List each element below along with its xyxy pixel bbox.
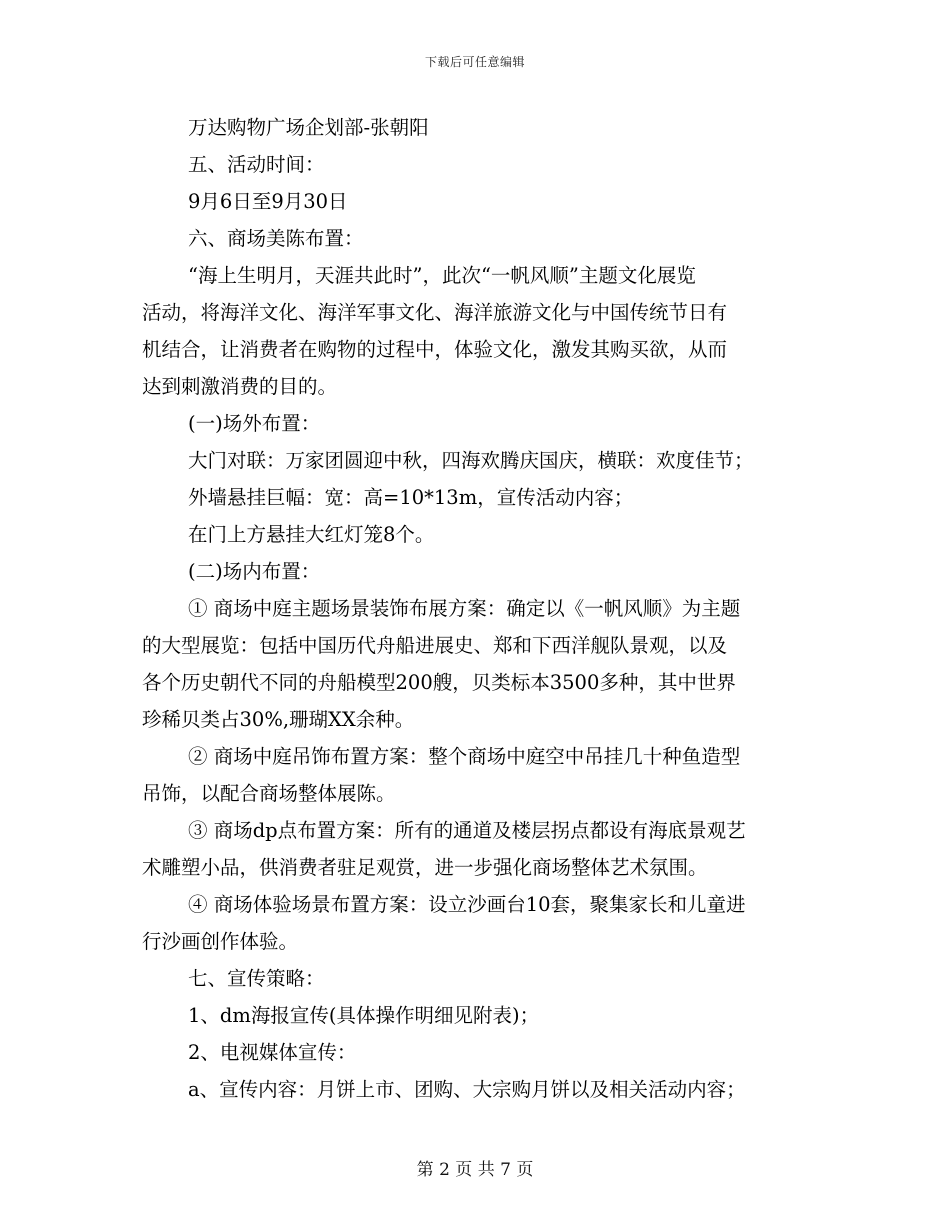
text-line: 五、活动时间： xyxy=(188,153,325,176)
text-line: 各个历史朝代不同的舟船模型200艘，贝类标本3500多种，其中世界 xyxy=(142,671,736,694)
text-line: a、宣传内容：月饼上市、团购、大宗购月饼以及相关活动内容； xyxy=(188,1078,746,1101)
text-line: 1、dm海报宣传(具体操作明细见附表)； xyxy=(188,1004,540,1027)
page-footer: 第 2 页 共 7 页 xyxy=(416,1160,534,1180)
text-line: 外墙悬挂巨幅：宽：高=10*13m，宣传活动内容； xyxy=(188,486,634,509)
text-line: ② 商场中庭吊饰布置方案：整个商场中庭空中吊挂几十种鱼造型 xyxy=(188,745,741,768)
page-header: 下载后可任意编辑 xyxy=(424,55,525,69)
text-line: 机结合，让消费者在购物的过程中，体验文化，激发其购买欲，从而 xyxy=(142,338,728,361)
text-line: ④ 商场体验场景布置方案：设立沙画台10套，聚集家长和儿童进 xyxy=(188,893,746,916)
text-line: 珍稀贝类占30%,珊瑚XX余种。 xyxy=(142,708,415,731)
text-line: ① 商场中庭主题场景装饰布展方案：确定以《一帆风顺》为主题 xyxy=(188,597,741,620)
text-line: 活动，将海洋文化、海洋军事文化、海洋旅游文化与中国传统节日有 xyxy=(142,301,728,324)
text-line: 七、宣传策略： xyxy=(188,967,325,990)
text-line: 达到刺激消费的目的。 xyxy=(142,375,338,398)
text-line: 术雕塑小品，供消费者驻足观赏，进一步强化商场整体艺术氛围。 xyxy=(142,856,708,879)
text-line: 的大型展览：包括中国历代舟船进展史、郑和下西洋舰队景观，以及 xyxy=(142,634,728,657)
text-line: (二)场内布置： xyxy=(188,560,321,583)
text-line: 六、商场美陈布置： xyxy=(188,227,364,250)
text-line: 在门上方悬挂大红灯笼8个。 xyxy=(188,523,435,546)
text-line: 2、电视媒体宣传： xyxy=(188,1041,357,1064)
text-line: 万达购物广场企划部-张朝阳 xyxy=(188,116,429,139)
text-line: 行沙画创作体验。 xyxy=(142,930,299,953)
text-line: ③ 商场dp点布置方案：所有的通道及楼层拐点都设有海底景观艺 xyxy=(188,819,746,842)
text-line: (一)场外布置： xyxy=(188,412,321,435)
text-line: 吊饰，以配合商场整体展陈。 xyxy=(142,782,396,805)
text-line: 大门对联：万家团圆迎中秋，四海欢腾庆国庆，横联：欢度佳节； xyxy=(188,449,754,472)
text-line: 9月6日至9月30日 xyxy=(188,190,348,213)
document-body xyxy=(142,109,810,1108)
text-line: “海上生明月，天涯共此时”，此次“一帆风顺”主题文化展览 xyxy=(188,264,696,287)
